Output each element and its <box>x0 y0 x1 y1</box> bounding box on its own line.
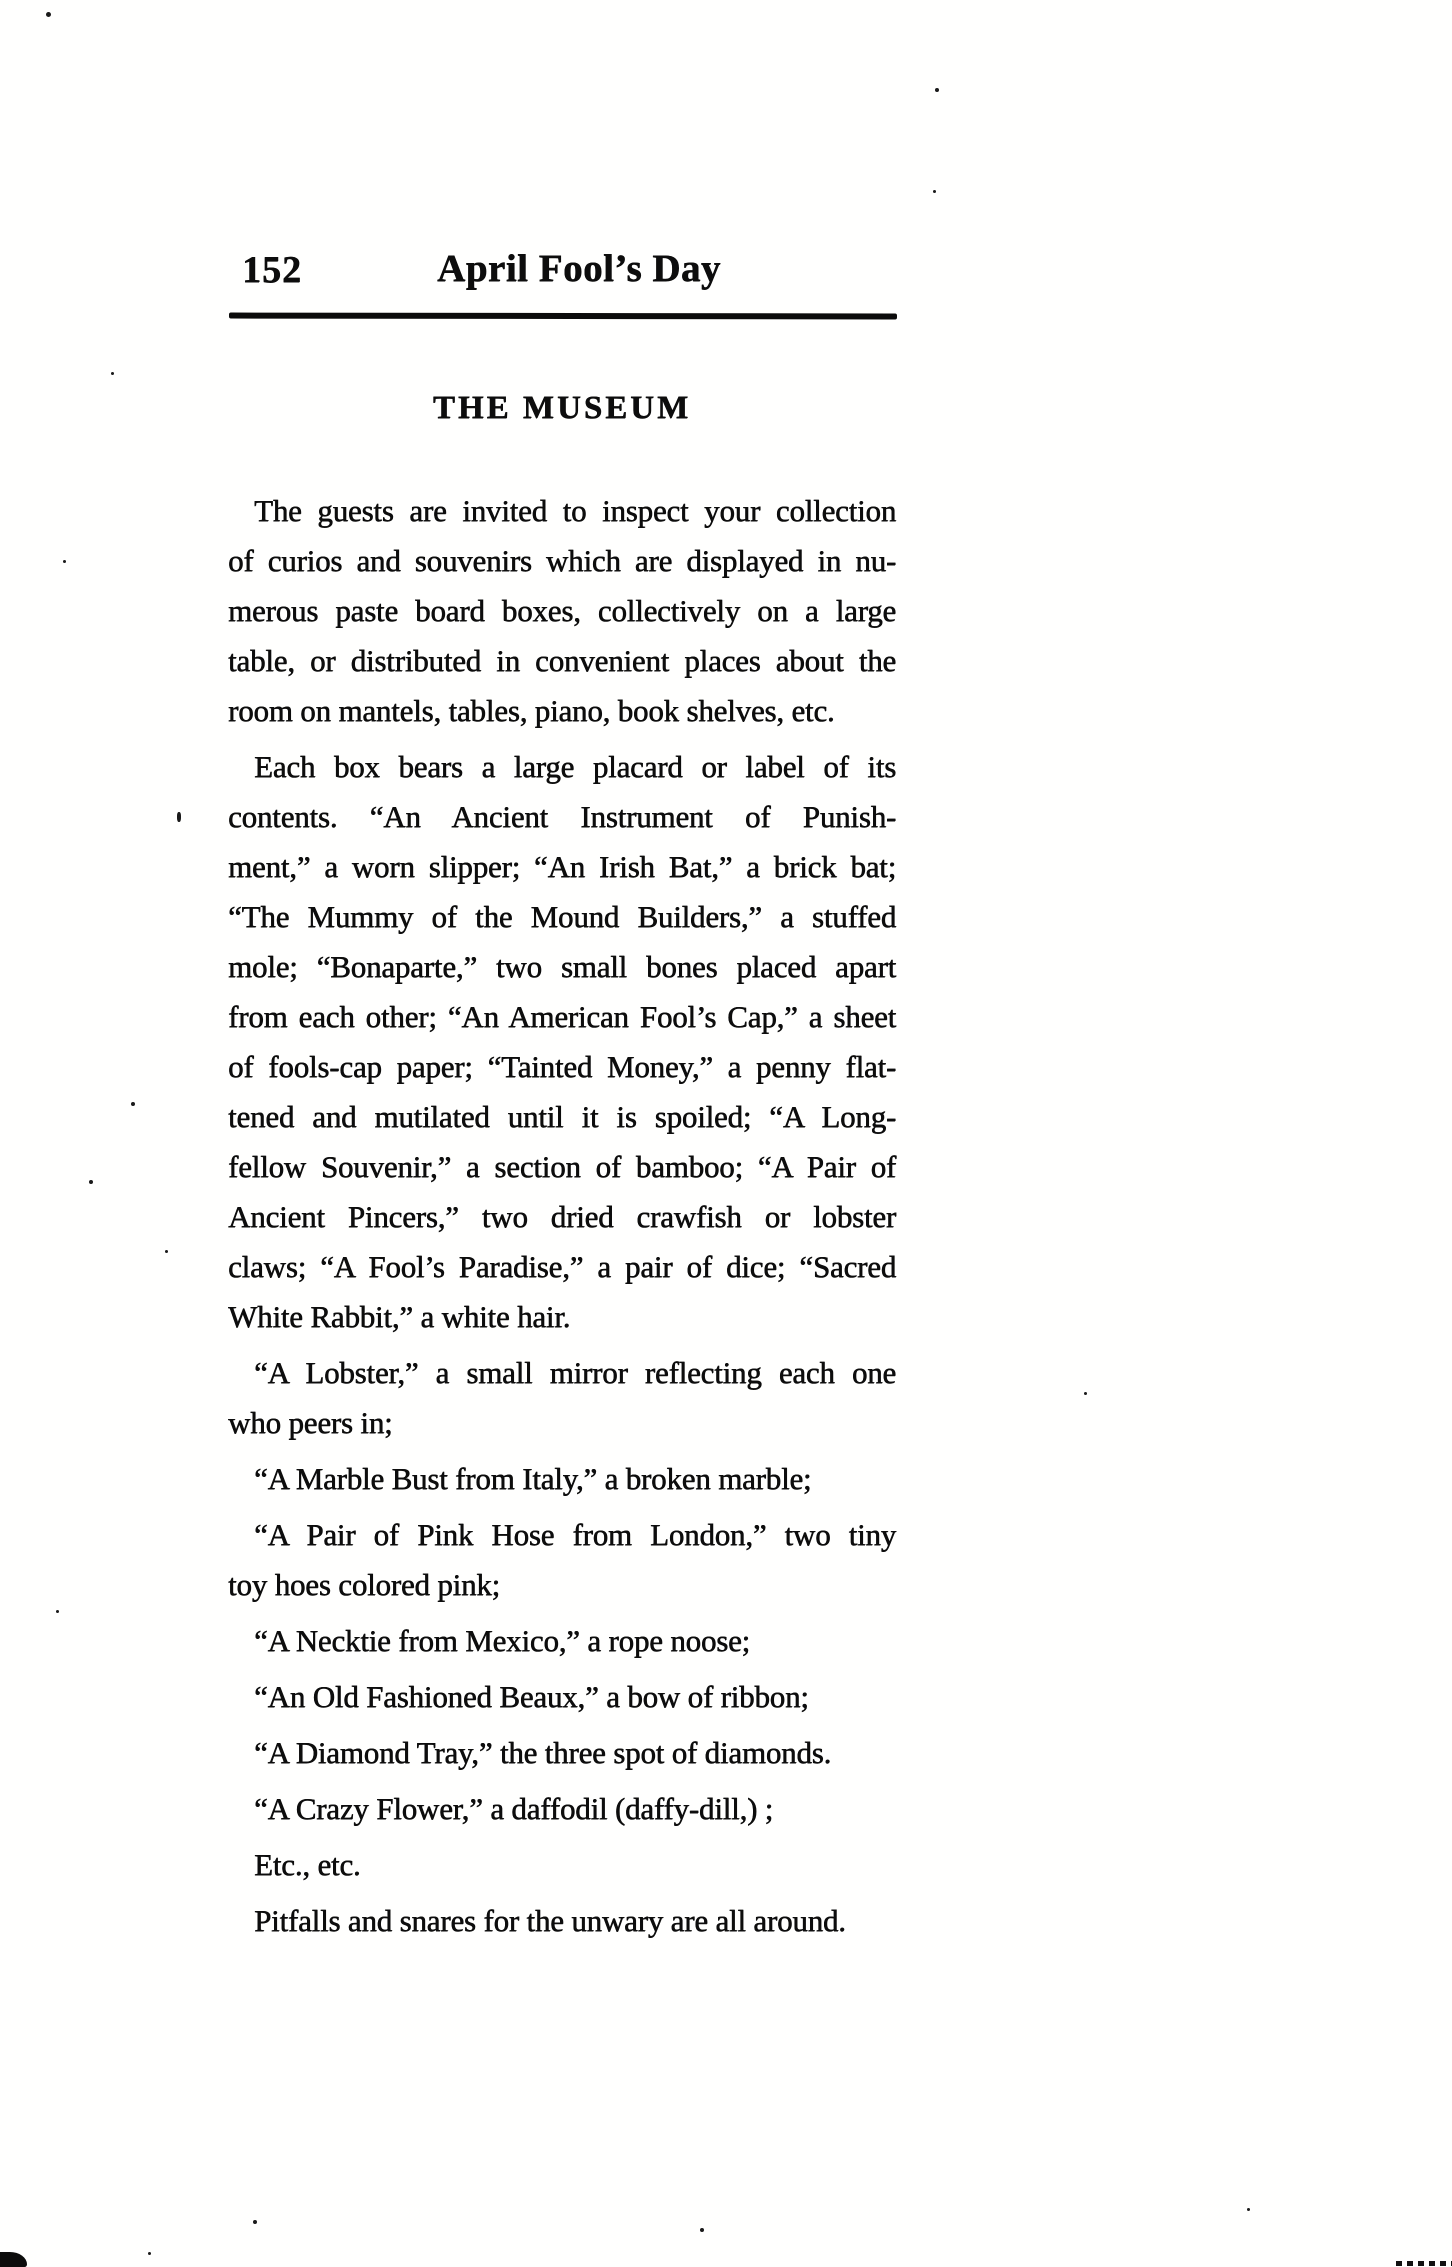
paragraph <box>228 1454 896 1504</box>
text-line: room on mantels, tables, piano, book shelves, etc. <box>228 693 835 728</box>
running-header-title: April Fool’s Day <box>437 247 721 290</box>
text-line: merous paste board boxes, collectively on a large <box>228 593 896 628</box>
text-line: toy hoes colored pink; <box>228 1567 500 1602</box>
text-line: fellow Souvenir,” a section of bamboo; “A Pair of <box>228 1149 896 1184</box>
paragraph <box>228 1616 896 1666</box>
text-line: “The Mummy of the Mound Builders,” a stuffed <box>228 899 896 934</box>
text-line: “A Lobster,” a small mirror reflecting each one <box>254 1355 896 1390</box>
scan-speckle <box>1247 2208 1250 2211</box>
text-line: mole; “Bonaparte,” two small bones placed apart <box>228 949 896 984</box>
text-line: White Rabbit,” a white hair. <box>228 1299 571 1334</box>
page-header <box>228 248 896 298</box>
scan-speckle <box>933 190 936 193</box>
text-line: of fools-cap paper; “Tainted Money,” a penny flat- <box>228 1049 896 1084</box>
scan-speckle <box>935 88 939 92</box>
header-rule <box>229 313 897 320</box>
paragraph <box>228 1896 896 1946</box>
text-line: who peers in; <box>228 1405 393 1440</box>
text-line: Etc., etc. <box>254 1847 361 1882</box>
scan-speckle <box>63 560 66 563</box>
paragraph <box>228 1784 896 1834</box>
text-line: “A Marble Bust from Italy,” a broken marble; <box>254 1461 812 1496</box>
scan-speckle <box>177 812 181 822</box>
paragraph <box>228 742 896 1342</box>
page-body <box>228 486 896 1952</box>
paragraph <box>228 1840 896 1890</box>
text-line: “A Pair of Pink Hose from London,” two tiny <box>254 1517 896 1552</box>
text-line: Pitfalls and snares for the unwary are all around. <box>254 1903 846 1938</box>
text-line: claws; “A Fool’s Paradise,” a pair of dice; “Sacred <box>228 1249 896 1284</box>
scan-speckle <box>148 2252 151 2255</box>
text-line: of curios and souvenirs which are displayed in nu- <box>228 543 896 578</box>
text-line: tened and mutilated until it is spoiled; “A Long- <box>228 1099 896 1134</box>
section-title: THE MUSEUM <box>432 390 692 426</box>
scan-speckle <box>89 1180 93 1184</box>
text-line: The guests are invited to inspect your collection <box>254 493 896 528</box>
text-line: table, or distributed in convenient places about the <box>228 643 896 678</box>
text-line: “An Old Fashioned Beaux,” a bow of ribbon; <box>254 1679 809 1714</box>
text-line: Each box bears a large placard or label of its <box>254 749 896 784</box>
paragraph <box>228 1510 896 1610</box>
scan-speckle <box>253 2220 257 2224</box>
text-line: contents. “An Ancient Instrument of Punish- <box>228 799 896 834</box>
paragraph <box>228 1728 896 1778</box>
paragraph <box>228 486 896 736</box>
scan-smudge <box>1396 2261 1452 2266</box>
text-line: Ancient Pincers,” two dried crawfish or lobster <box>228 1199 896 1234</box>
scan-speckle <box>1084 1392 1087 1395</box>
text-line: “A Diamond Tray,” the three spot of diamonds. <box>254 1735 832 1770</box>
scan-speckle <box>165 1250 168 1253</box>
scan-speckle <box>56 1610 59 1613</box>
paragraph <box>228 1348 896 1448</box>
text-line: ment,” a worn slipper; “An Irish Bat,” a brick bat; <box>228 849 896 884</box>
text-line: “A Necktie from Mexico,” a rope noose; <box>254 1623 750 1658</box>
text-line: “A Crazy Flower,” a daffodil (daffy-dill,) ; <box>254 1791 774 1826</box>
scan-speckle <box>111 372 114 375</box>
paragraph <box>228 1672 896 1722</box>
text-line: from each other; “An American Fool’s Cap,” a sheet <box>228 999 896 1034</box>
scan-smudge <box>0 2252 27 2267</box>
scan-speckle <box>46 12 51 17</box>
scan-speckle <box>131 1102 135 1106</box>
page-number: 152 <box>242 249 302 291</box>
scan-speckle <box>700 2228 704 2232</box>
